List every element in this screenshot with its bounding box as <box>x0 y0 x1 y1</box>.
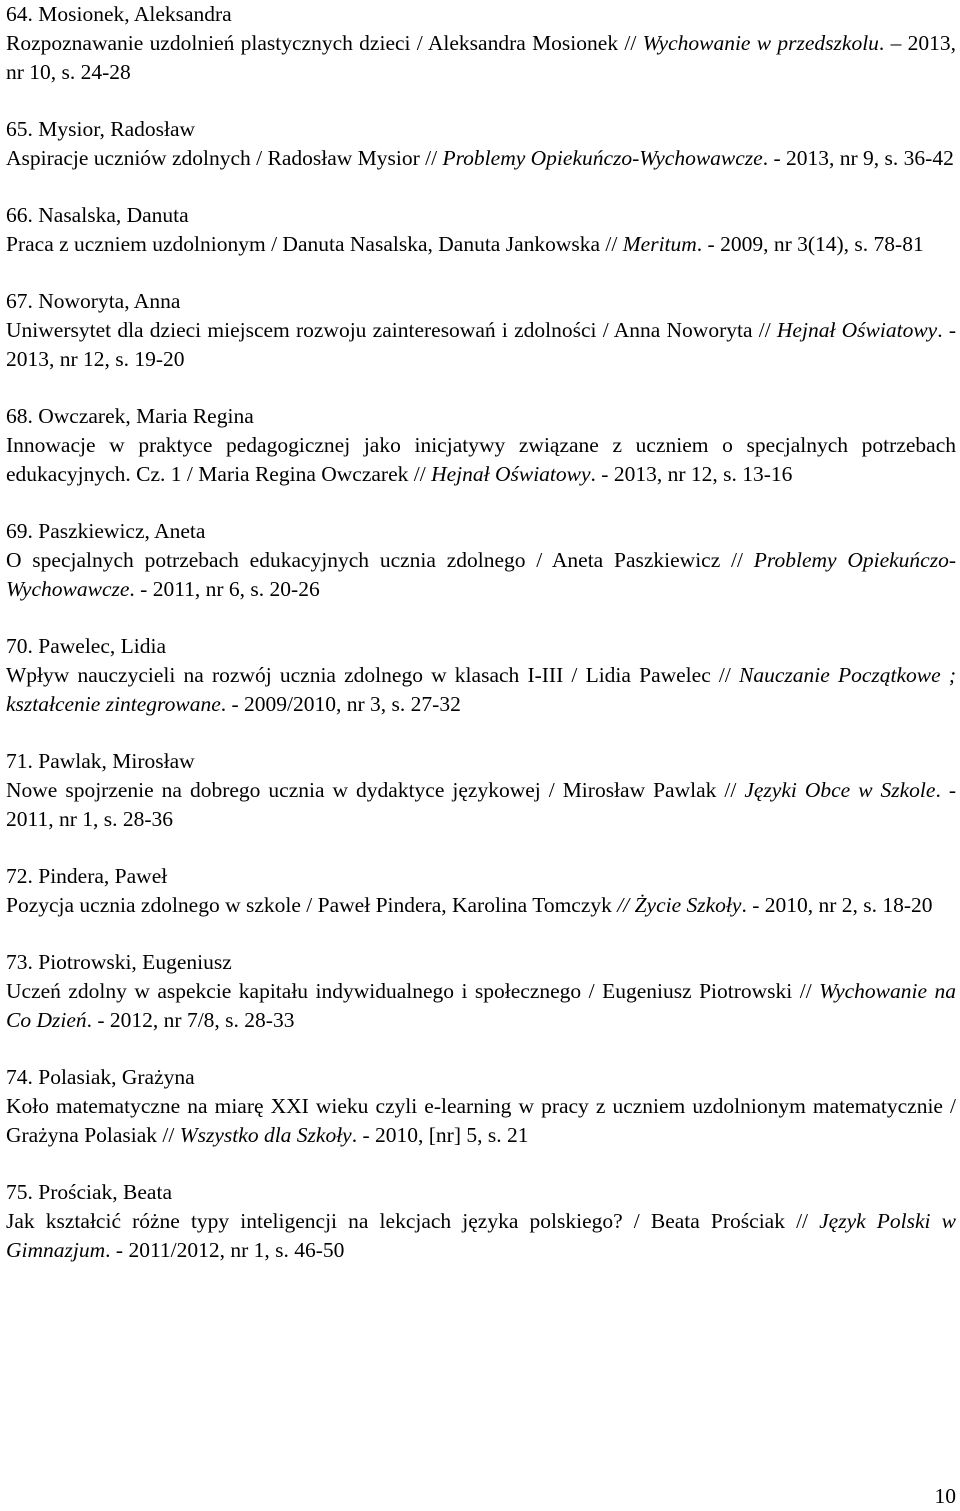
entry-details: . - 2011/2012, nr 1, s. 46-50 <box>105 1238 345 1262</box>
entry-heading: 72. Pindera, Paweł <box>6 864 168 888</box>
entry-source: // Życie Szkoły <box>617 893 742 917</box>
entry-title: Praca z uczniem uzdolnionym / Danuta Nasalska, Danuta Jankowska // <box>6 232 623 256</box>
entry-details: . - 2011, nr 6, s. 20-26 <box>129 577 320 601</box>
entry-source: Nauczanie Początkowe ; kształcenie zintegrowane <box>6 663 956 716</box>
entry-source: Wychowanie na Co Dzień <box>6 979 956 1032</box>
entry-heading: 69. Paszkiewicz, Aneta <box>6 519 206 543</box>
entry-description <box>6 1092 956 1150</box>
entry-title: Jak kształcić różne typy inteligencji na lekcjach języka polskiego? / Beata Prościak // <box>6 1209 820 1233</box>
entry-description <box>6 891 956 920</box>
entry-description <box>6 776 956 834</box>
entry-title: Nowe spojrzenie na dobrego ucznia w dydaktyce językowej / Mirosław Pawlak // <box>6 778 745 802</box>
page-number: 10 <box>934 1484 956 1508</box>
entry-description <box>6 1207 956 1265</box>
entry-source: Hejnał Oświatowy <box>431 462 591 486</box>
entry-heading: 73. Piotrowski, Eugeniusz <box>6 950 232 974</box>
entry-source: Problemy Opiekuńczo-Wychowawcze <box>6 548 956 601</box>
entry-details: . - 2013, nr 12, s. 13-16 <box>590 462 793 486</box>
entry-heading: 70. Pawelec, Lidia <box>6 634 167 658</box>
bibliography-entry-69 <box>6 517 956 604</box>
bibliography-entry-67 <box>6 287 956 374</box>
entry-details: . - 2009, nr 3(14), s. 78-81 <box>696 232 924 256</box>
entry-title: Pozycja ucznia zdolnego w szkole / Paweł Pindera, Karolina Tomczyk <box>6 893 618 917</box>
entry-heading: 74. Polasiak, Grażyna <box>6 1065 195 1089</box>
bibliography-entry-73 <box>6 948 956 1035</box>
entry-heading: 68. Owczarek, Maria Regina <box>6 404 254 428</box>
entry-details: . - 2009/2010, nr 3, s. 27-32 <box>220 692 461 716</box>
entry-title: Aspiracje uczniów zdolnych / Radosław Mysior // <box>6 146 443 170</box>
entry-description <box>6 29 956 87</box>
entry-source: Meritum <box>622 232 697 256</box>
entry-title: O specjalnych potrzebach edukacyjnych ucznia zdolnego / Aneta Paszkiewicz // <box>6 548 754 572</box>
entry-heading: 64. Mosionek, Aleksandra <box>6 2 232 26</box>
entry-details: . - 2010, [nr] 5, s. 21 <box>351 1123 529 1147</box>
entry-title: Koło matematyczne na miarę XXI wieku czyli e-learning w pracy z uczniem uzdolnionym matematycznie / Grażyna Polasiak // <box>6 1094 956 1147</box>
entry-source: Wszystko dla Szkoły <box>179 1123 352 1147</box>
entry-description <box>6 661 956 719</box>
entry-source: Problemy Opiekuńczo-Wychowawcze <box>442 146 763 170</box>
entry-details: . - 2011, nr 1, s. 28-36 <box>6 778 956 831</box>
bibliography-entry-74 <box>6 1063 956 1150</box>
bibliography-entry-65 <box>6 115 956 173</box>
entry-heading: 75. Prościak, Beata <box>6 1180 172 1204</box>
entry-details: . - 2012, nr 7/8, s. 28-33 <box>86 1008 295 1032</box>
bibliography-entry-75 <box>6 1178 956 1265</box>
entry-heading: 67. Noworyta, Anna <box>6 289 181 313</box>
entry-source: Hejnał Oświatowy <box>776 318 938 342</box>
entry-heading: 66. Nasalska, Danuta <box>6 203 189 227</box>
bibliography-entry-71 <box>6 747 956 834</box>
bibliography-entry-66 <box>6 201 956 259</box>
entry-title: Rozpoznawanie uzdolnień plastycznych dzieci / Aleksandra Mosionek // <box>6 31 643 55</box>
entry-description <box>6 431 956 489</box>
entry-details: . - 2010, nr 2, s. 18-20 <box>741 893 933 917</box>
entry-details: . – 2013, nr 10, s. 24-28 <box>6 31 956 84</box>
entry-details: . - 2013, nr 12, s. 19-20 <box>6 318 956 371</box>
entry-title: Wpływ nauczycieli na rozwój ucznia zdolnego w klasach I-III / Lidia Pawelec // <box>6 663 740 687</box>
entry-title: Uniwersytet dla dzieci miejscem rozwoju zainteresowań i zdolności / Anna Noworyta // <box>6 318 777 342</box>
bibliography-page <box>6 0 956 1265</box>
entry-details: . - 2013, nr 9, s. 36-42 <box>762 146 954 170</box>
entry-description <box>6 316 956 374</box>
bibliography-entry-72 <box>6 862 956 920</box>
entry-heading: 65. Mysior, Radosław <box>6 117 196 141</box>
entry-description <box>6 144 956 173</box>
entry-description <box>6 230 956 259</box>
entry-source: Języki Obce w Szkole <box>744 778 936 802</box>
entry-source: Wychowanie w przedszkolu <box>642 31 879 55</box>
entry-title: Uczeń zdolny w aspekcie kapitału indywidualnego i społecznego / Eugeniusz Piotrowski // <box>6 979 820 1003</box>
entry-description <box>6 977 956 1035</box>
entry-heading: 71. Pawlak, Mirosław <box>6 749 195 773</box>
bibliography-entry-68 <box>6 402 956 489</box>
entry-description <box>6 546 956 604</box>
entry-source: Język Polski w Gimnazjum <box>6 1209 956 1262</box>
entry-title: Innowacje w praktyce pedagogicznej jako inicjatywy związane z uczniem o specjalnych potrzebach edukacyjnych. Cz. 1 / Maria Regina Owczarek // <box>6 433 956 486</box>
bibliography-entry-70 <box>6 632 956 719</box>
bibliography-entry-64 <box>6 0 956 87</box>
